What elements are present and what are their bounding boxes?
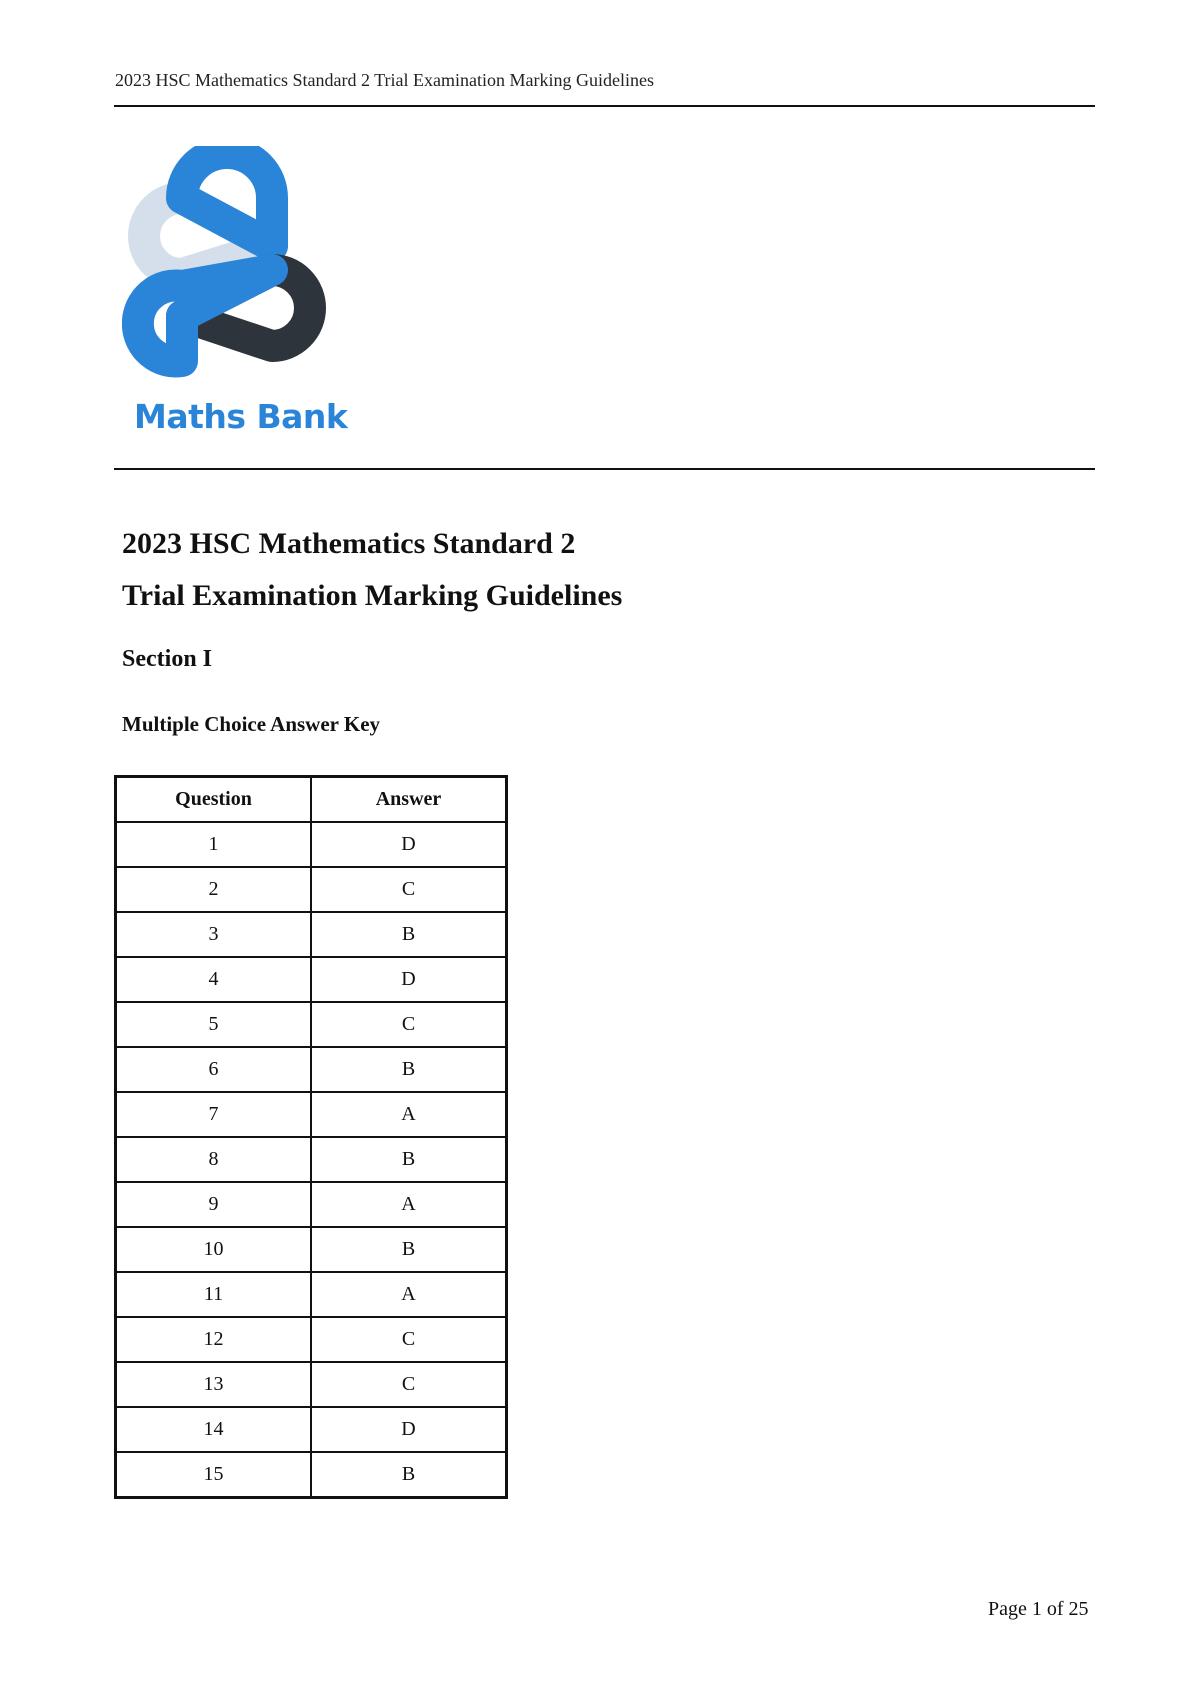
- answer-letter: C: [311, 1362, 507, 1407]
- answer-letter: A: [311, 1182, 507, 1227]
- answer-letter: D: [311, 957, 507, 1002]
- question-number: 13: [116, 1362, 312, 1407]
- column-header-question: Question: [116, 777, 312, 823]
- answer-letter: B: [311, 1137, 507, 1182]
- question-number: 7: [116, 1092, 312, 1137]
- section-heading: Section I: [122, 646, 212, 672]
- question-number: 4: [116, 957, 312, 1002]
- answer-letter: A: [311, 1272, 507, 1317]
- answer-letter: C: [311, 1002, 507, 1047]
- table-row: [116, 1452, 507, 1498]
- header-rule: [114, 105, 1095, 107]
- table-row: [116, 1317, 507, 1362]
- column-header-answer: Answer: [311, 777, 507, 823]
- table-row: [116, 1002, 507, 1047]
- logo-upper-blue-loop: [182, 153, 272, 246]
- table-row: [116, 822, 507, 867]
- answer-key-heading: Multiple Choice Answer Key: [122, 712, 381, 736]
- question-number: 14: [116, 1407, 312, 1452]
- table-row: [116, 867, 507, 912]
- title-line-2: Trial Examination Marking Guidelines: [122, 579, 623, 612]
- table-row: [116, 1272, 507, 1317]
- question-number: 10: [116, 1227, 312, 1272]
- answer-key-table: [114, 775, 508, 1499]
- logo-wordmark: Maths Bank: [134, 397, 348, 436]
- answer-letter: D: [311, 822, 507, 867]
- table-row: [116, 1407, 507, 1452]
- table-header-row: [116, 777, 507, 823]
- question-number: 3: [116, 912, 312, 957]
- answer-letter: B: [311, 1047, 507, 1092]
- answer-letter: C: [311, 867, 507, 912]
- table-row: [116, 1092, 507, 1137]
- table-row: [116, 1047, 507, 1092]
- answer-letter: C: [311, 1317, 507, 1362]
- question-number: 12: [116, 1317, 312, 1362]
- answer-letter: B: [311, 1227, 507, 1272]
- table-row: [116, 912, 507, 957]
- running-header: 2023 HSC Mathematics Standard 2 Trial Examination Marking Guidelines: [115, 70, 654, 90]
- table-row: [116, 1137, 507, 1182]
- table-row: [116, 1227, 507, 1272]
- table-row: [116, 957, 507, 1002]
- title-line-1: 2023 HSC Mathematics Standard 2: [122, 527, 576, 560]
- document-title: [122, 518, 622, 622]
- question-number: 1: [116, 822, 312, 867]
- question-number: 8: [116, 1137, 312, 1182]
- logo-rule: [114, 468, 1095, 470]
- question-number: 2: [116, 867, 312, 912]
- page-number: Page 1 of 25: [988, 1598, 1089, 1620]
- question-number: 15: [116, 1452, 312, 1498]
- question-number: 11: [116, 1272, 312, 1317]
- question-number: 5: [116, 1002, 312, 1047]
- question-number: 9: [116, 1182, 312, 1227]
- answer-letter: D: [311, 1407, 507, 1452]
- question-number: 6: [116, 1047, 312, 1092]
- table-row: [116, 1182, 507, 1227]
- answer-letter: B: [311, 1452, 507, 1498]
- answer-letter: A: [311, 1092, 507, 1137]
- table-row: [116, 1362, 507, 1407]
- answer-letter: B: [311, 912, 507, 957]
